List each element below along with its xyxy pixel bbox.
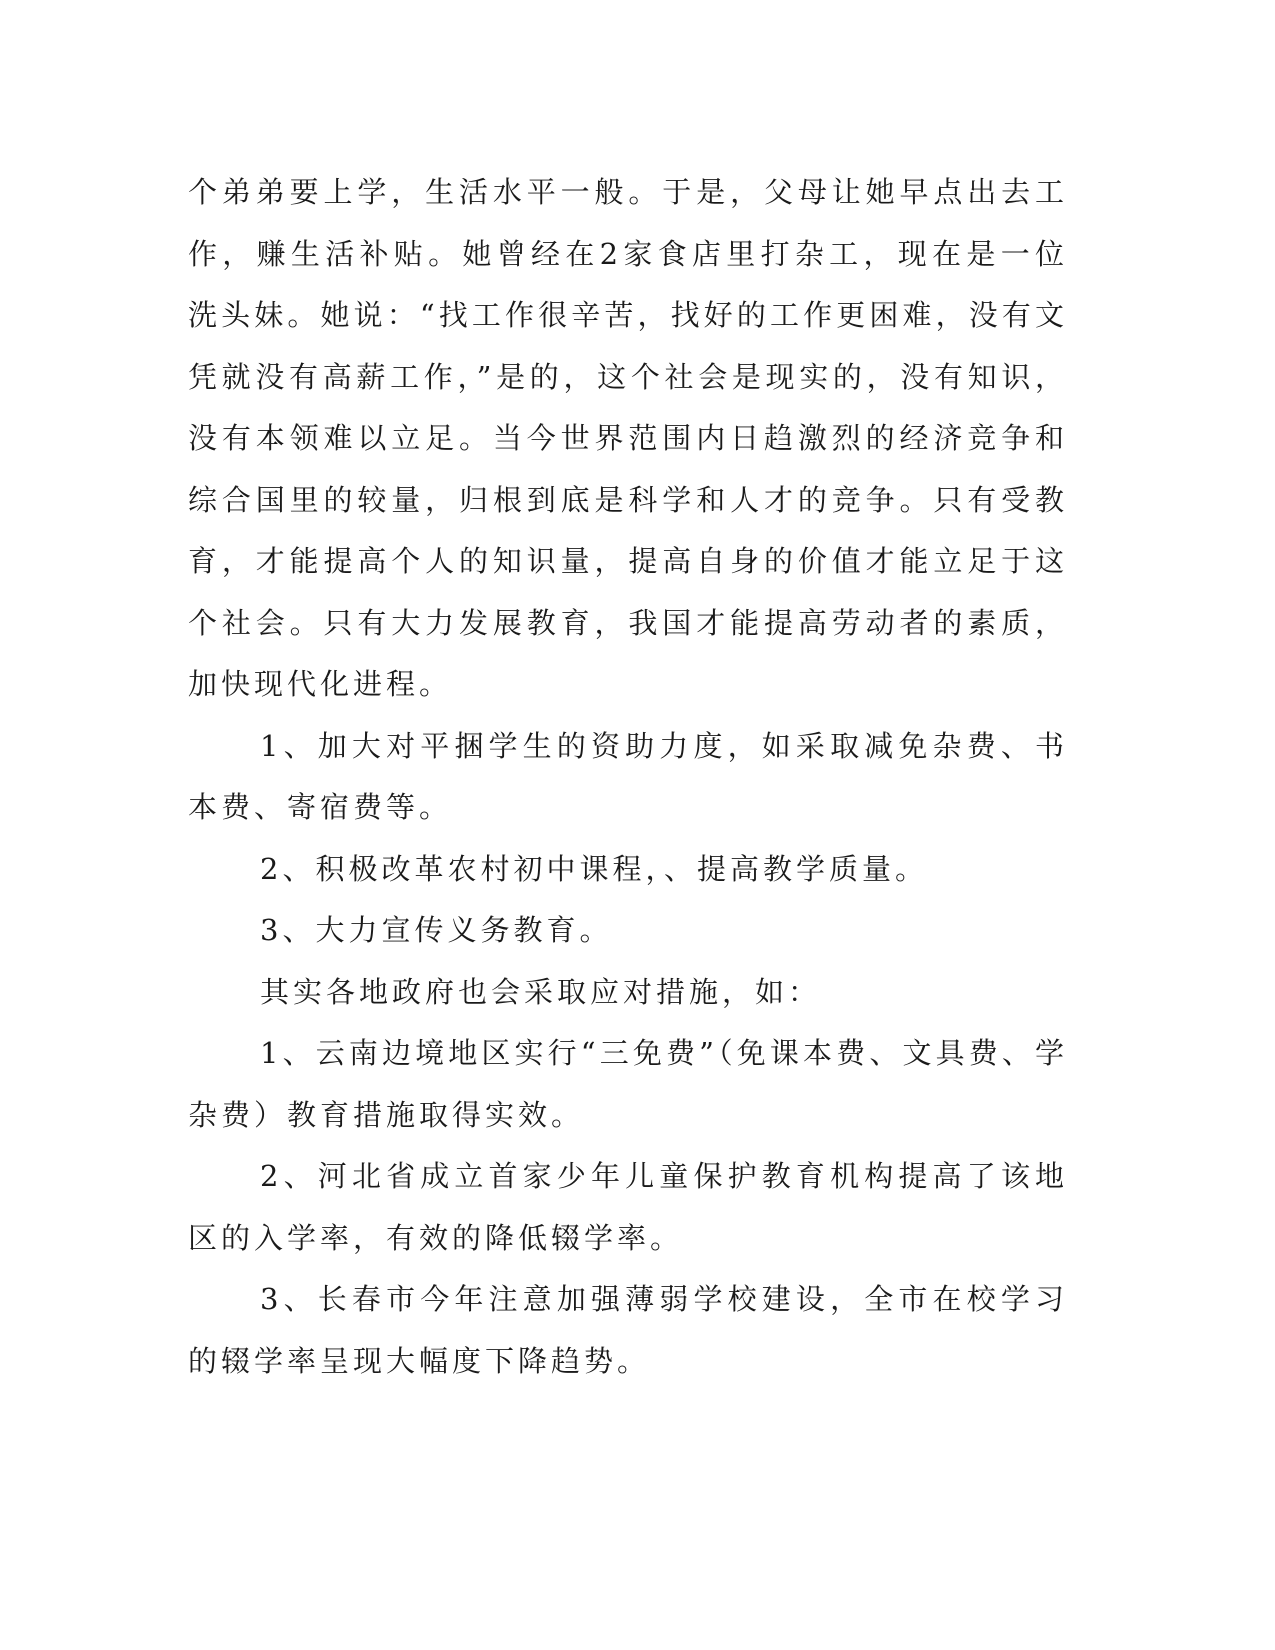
- paragraph-continuation: 个弟弟要上学，生活水平一般。于是，父母让她早点出去工作，赚生活补贴。她曾经在2家食店里打杂工，现在是一位洗头妹。她说：“找工作很辛苦，找好的工作更困难，没有文凭就没有高薪工作，”是的，这个社会是现实的，没有知识，没有本领难以立足。当今世界范围内日趋激烈的经济竞争和综合国里的较量，归根到底是科学和人才的竞争。只有受教育，才能提高个人的知识量，提高自身的价值才能立足于这个社会。只有大力发展教育，我国才能提高劳动者的素质，加快现代化进程。: [188, 175, 1068, 701]
- paragraph-measure-1: 1、加大对平捆学生的资助力度，如采取减免杂费、书本费、寄宿费等。: [188, 728, 1068, 824]
- paragraph-government-intro: 其实各地政府也会采取应对措施，如：: [260, 974, 822, 1009]
- paragraph-example-2: 2、河北省成立首家少年儿童保护教育机构提高了该地区的入学率，有效的降低辍学率。: [188, 1159, 1068, 1255]
- paragraph-example-1: 1、云南边境地区实行“三免费”（免课本费、文具费、学杂费）教育措施取得实效。: [188, 1036, 1068, 1132]
- paragraph-measure-2: 2、积极改革农村初中课程，、提高教学质量。: [260, 851, 928, 886]
- paragraph-example-3: 3、长春市今年注意加强薄弱学校建设，全市在校学习的辍学率呈现大幅度下降趋势。: [188, 1282, 1068, 1378]
- document-body: [188, 162, 1068, 1392]
- paragraph-measure-3: 3、大力宣传义务教育。: [260, 913, 613, 947]
